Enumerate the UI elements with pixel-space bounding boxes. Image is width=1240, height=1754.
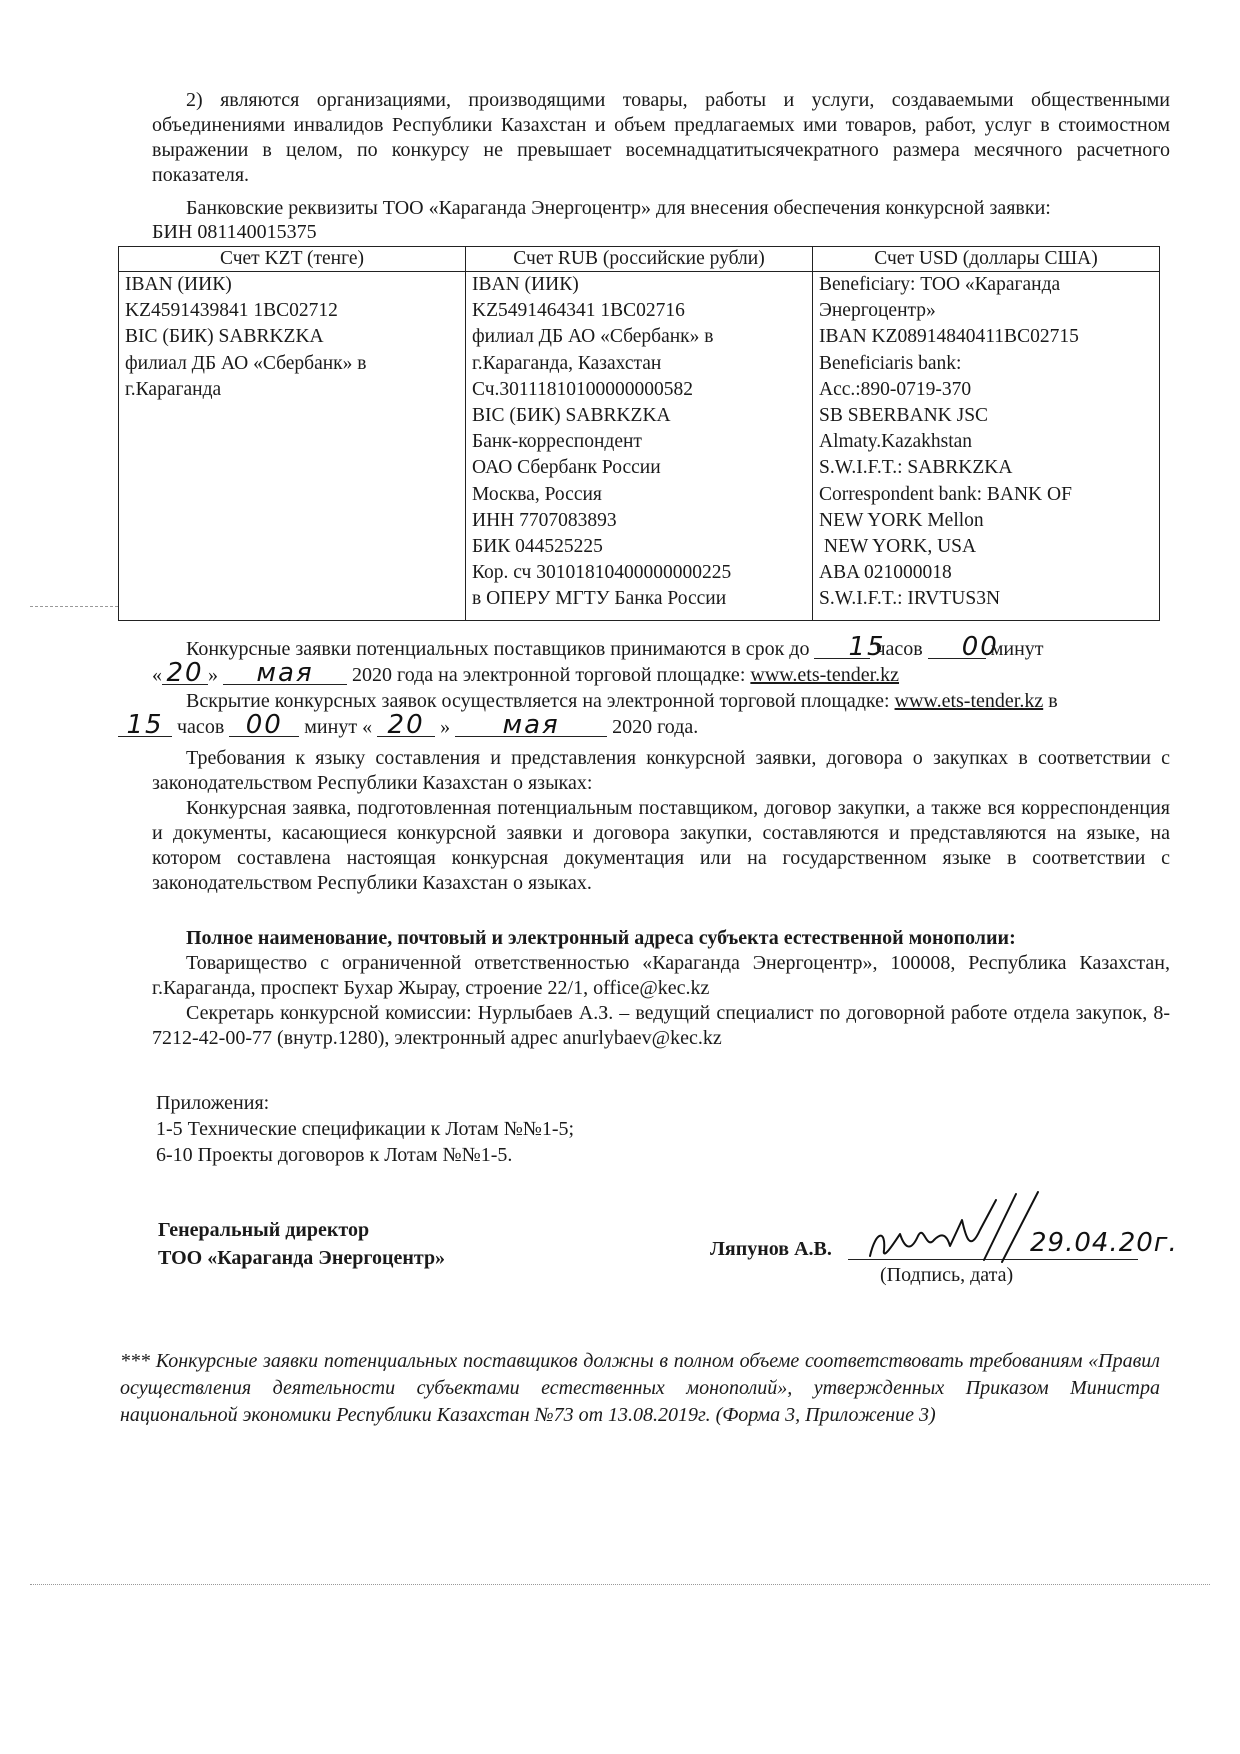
handwritten-signature	[866, 1190, 1056, 1270]
rub-line: Кор. сч 30101810400000000225	[472, 562, 732, 584]
handwritten-hour: 15	[814, 636, 870, 659]
list-item: 1-5 Технические спецификации к Лотам №№1-5;	[156, 1118, 575, 1140]
rub-line: Банк-корреспондент	[472, 431, 642, 453]
language-paragraph: Конкурсная заявка, подготовленная потенциальным поставщиком, договор закупки, а также вся корреспонденция и документы, касающиеся конкурсной заявки и договора закупки, составляются и представляются на языке, на котором составлена настоящая конкурсная документация или на государственном языке в соответствии с законодательством Республики Казахстан о языках.	[152, 797, 1170, 894]
handwritten-month: мая	[223, 662, 347, 685]
usd-line: ABA 021000018	[819, 562, 952, 584]
opening-text-part: часов	[177, 716, 225, 738]
rub-line: Сч.30111810100000000582	[472, 378, 693, 400]
bank-intro-text: Банковские реквизиты ТОО «Караганда Энергоцентр» для внесения обеспечения конкурсной заявки:	[186, 197, 1051, 219]
rub-line: Москва, Россия	[472, 483, 602, 505]
company-address: Товарищество с ограниченной ответственностью «Караганда Энергоцентр», 100008, Республика Казахстан, г.Караганда, проспект Бухар Жырау, строение 22/1, office@kec.kz	[152, 952, 1170, 999]
signature-caption: (Подпись, дата)	[880, 1264, 1014, 1286]
kzt-line: филиал ДБ АО «Сбербанк» в	[125, 352, 367, 374]
usd-cell	[813, 272, 1160, 621]
deadline-text: минут	[990, 638, 1044, 660]
usd-line: Beneficiaris bank:	[819, 352, 962, 374]
handwritten-day: 20	[162, 662, 208, 685]
signer-name: Ляпунов А.В.	[710, 1238, 832, 1260]
header-rub: Счет RUB (российские рубли)	[466, 247, 813, 272]
table-row	[119, 272, 1160, 621]
monopoly-subject-section	[152, 926, 1170, 1051]
signatory-title	[158, 1216, 445, 1272]
language-paragraph: Требования к языку составления и представления конкурсной заявки, договора о закупках в соответствии с законодательством Республики Казахстан о языках:	[152, 747, 1170, 794]
submission-date	[152, 658, 1170, 688]
usd-line: Beneficiary: ТОО «Караганда	[819, 274, 1061, 295]
opening-text-part: »	[440, 716, 451, 738]
opening-text-part: 2020 года.	[612, 716, 699, 738]
intro-paragraph	[152, 88, 1170, 188]
rub-cell	[466, 272, 813, 621]
rub-line: в ОПЕРУ МГТУ Банка России	[472, 588, 727, 610]
kzt-line: г.Караганда	[125, 378, 222, 400]
bank-intro	[152, 196, 1170, 244]
scan-artifact-line	[30, 606, 118, 607]
opening-text	[152, 688, 1170, 714]
usd-line: NEW YORK, USA	[819, 536, 977, 558]
usd-line: Энергоцентр»	[819, 300, 936, 322]
handwritten-hour: 15	[118, 714, 172, 737]
attachments-title: Приложения:	[156, 1092, 270, 1114]
opening-text-part: в	[1048, 690, 1058, 712]
kzt-cell	[119, 272, 466, 621]
usd-line: Correspondent bank: BANK OF	[819, 483, 1072, 505]
usd-line: IBAN KZ08914840411BC02715	[819, 326, 1079, 348]
handwritten-date: 29.04.20г.	[1030, 1228, 1178, 1258]
rub-line: KZ5491464341 1BC02716	[472, 300, 685, 322]
signatory-position: Генеральный директор	[158, 1219, 370, 1241]
list-item: 6-10 Проекты договоров к Лотам №№1-5.	[156, 1144, 513, 1166]
opening-date	[118, 710, 1170, 740]
deadline-text: 2020 года на электронной торговой площадке:	[352, 664, 746, 686]
rub-line: ИНН 7707083893	[472, 509, 617, 531]
usd-line: Almaty.Kazakhstan	[819, 431, 973, 453]
rub-line: ОАО Сбербанк России	[472, 457, 661, 479]
rub-line: BIC (БИК) SABRKZKA	[472, 405, 671, 427]
handwritten-day: 20	[377, 714, 435, 737]
ets-tender-link[interactable]: www.ets-tender.kz	[750, 664, 900, 686]
bin-text: БИН 081140015375	[152, 221, 317, 243]
usd-line: NEW YORK Mellon	[819, 509, 984, 531]
header-kzt: Счет KZT (тенге)	[119, 247, 466, 272]
bank-details-table	[118, 246, 1160, 621]
rub-line: филиал ДБ АО «Сбербанк» в	[472, 326, 714, 348]
deadline-text: часов	[875, 638, 923, 660]
footnote: *** Конкурсные заявки потенциальных поставщиков должны в полном объеме соответствовать требованиям «Правил осуществления деятельности субъектами естественных монополий», утвержденных Приказом Министра национальной экономики Республики Казахстан №73 от 13.08.2019г. (Форма 3, Приложение 3)	[120, 1350, 1160, 1426]
usd-line: S.W.I.F.T.: SABRKZKA	[819, 457, 1013, 479]
rub-line: БИК 044525225	[472, 536, 603, 558]
usd-line: Acc.:890-0719-370	[819, 378, 972, 400]
rub-line: г.Караганда, Казахстан	[472, 352, 662, 374]
header-usd: Счет USD (доллары США)	[813, 247, 1160, 272]
language-requirements	[152, 746, 1170, 896]
kzt-line: IBAN (ИИК)	[125, 274, 232, 295]
secretary-contact: Секретарь конкурсной комиссии: Нурлыбаев А.З. – ведущий специалист по договорной работе отдела закупок, 8-7212-42-00-77 (внутр.1280), электронный адрес anurlybaev@kec.kz	[152, 1002, 1170, 1049]
table-header-row	[119, 247, 1160, 272]
kzt-line: KZ4591439841 1BC02712	[125, 300, 338, 322]
handwritten-month: мая	[455, 714, 607, 737]
ets-tender-link[interactable]: www.ets-tender.kz	[894, 690, 1044, 712]
rub-line: IBAN (ИИК)	[472, 274, 579, 295]
deadline-text: «	[152, 664, 162, 686]
usd-line: SB SBERBANK JSC	[819, 405, 989, 427]
handwritten-minute: 00	[928, 636, 986, 659]
section-heading: Полное наименование, почтовый и электронный адреса субъекта естественной монополии:	[186, 927, 1016, 949]
signatory-company: ТОО «Караганда Энергоцентр»	[158, 1247, 446, 1269]
attachments-list	[156, 1090, 574, 1168]
handwritten-minute: 00	[229, 714, 299, 737]
opening-text-part: Вскрытие конкурсных заявок осуществляется на электронной торговой площадке:	[186, 690, 890, 712]
kzt-line: BIC (БИК) SABRKZKA	[125, 326, 324, 348]
opening-text-part: минут «	[304, 716, 373, 738]
intro-text: 2) являются организациями, производящими товары, работы и услуги, создаваемыми общественными объединениями инвалидов Республики Казахстан и объем предлагаемых ими товаров, работ, услуг в стоимостном выражении в целом, по конкурсу не превышает восемнадцатитысячекратного размера месячного расчетного показателя.	[152, 89, 1170, 186]
scan-artifact-line	[30, 1584, 1210, 1585]
deadline-text: »	[208, 664, 218, 686]
usd-line: S.W.I.F.T.: IRVTUS3N	[819, 588, 1001, 610]
deadline-text: Конкурсные заявки потенциальных поставщиков принимаются в срок до	[186, 638, 810, 660]
schedule-section	[126, 632, 1170, 740]
